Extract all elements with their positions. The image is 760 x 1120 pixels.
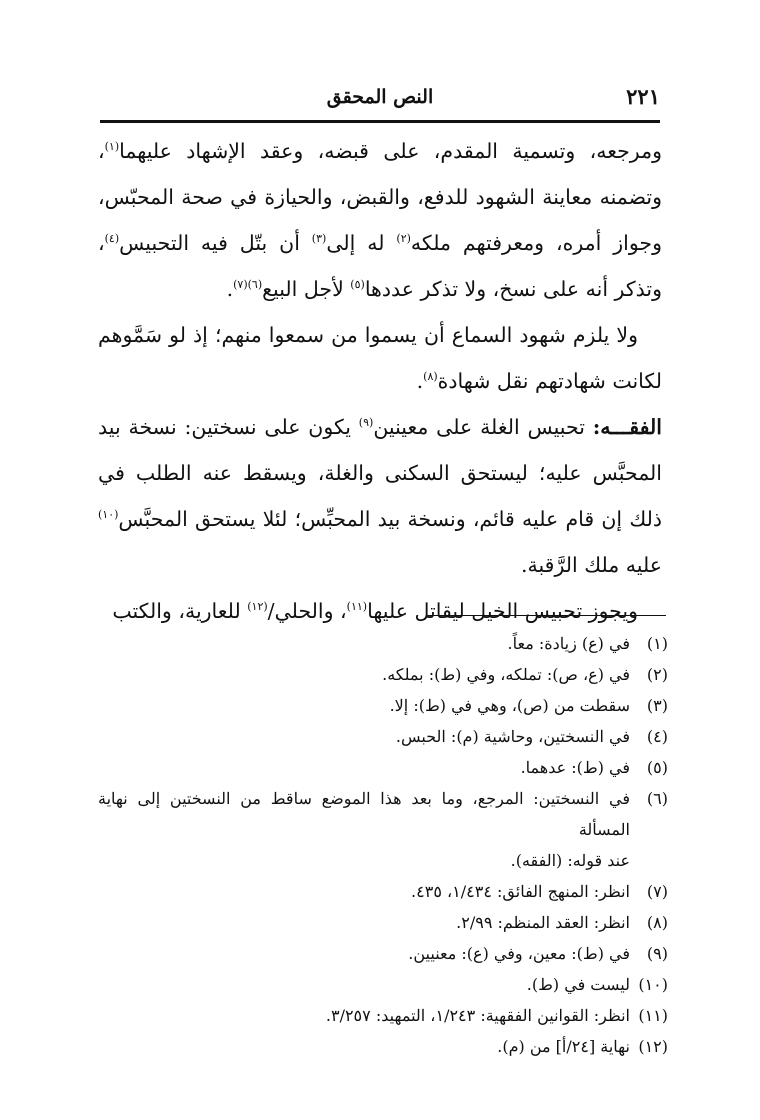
page-number: ٢٢١ — [626, 84, 660, 109]
footnote-number: (١٠) — [638, 975, 668, 994]
text-span: أن بتّل فيه التحبيس — [119, 231, 312, 255]
footnote-number: (٥) — [646, 758, 668, 777]
text-span: عليه ملك الرَّقبة. — [520, 553, 662, 577]
page-header — [100, 84, 660, 114]
footnote-item — [98, 721, 668, 752]
main-text — [98, 128, 662, 634]
footnote-ref-4[interactable]: (٤) — [104, 232, 120, 246]
footnote-number: (٨) — [646, 913, 668, 932]
text-span: . — [416, 369, 424, 393]
footnote-text: في (ط): معين، وفي (ع): معنيين. — [408, 944, 630, 963]
running-title: النص المحقق — [326, 86, 434, 108]
footnote-text: ليست في (ط). — [526, 975, 630, 994]
footnote-item — [98, 1000, 668, 1031]
footnote-item — [98, 783, 668, 845]
footnote-item — [98, 876, 668, 907]
text-span: ومرجعه، وتسمية المقدم، على قبضه، وعقد الإشهاد عليهما — [119, 139, 662, 163]
footnote-text: في (ط): عدهما. — [520, 758, 630, 777]
paragraph-1 — [98, 128, 662, 312]
footnote-ref-6-7[interactable]: (٦)(٧) — [233, 278, 263, 292]
footnote-item — [98, 628, 668, 659]
text-span: ، والحلي/ — [267, 599, 347, 623]
footnote-ref-3[interactable]: (٣) — [311, 232, 327, 246]
footnote-number: (٤) — [646, 727, 668, 746]
footnote-text: انظر: العقد المنظم: ٢/٩٩. — [456, 913, 630, 932]
footnote-number: (١١) — [638, 1006, 668, 1025]
text-span: ويجوز تحبيس الخيل ليقاتل عليها — [367, 599, 638, 623]
footnote-text: في (ع، ص): تملكه، وفي (ط): بملكه. — [382, 665, 630, 684]
footnote-number: (٧) — [646, 882, 668, 901]
footnote-item — [98, 752, 668, 783]
footnote-ref-9[interactable]: (٩) — [358, 416, 374, 430]
footnote-ref-8[interactable]: (٨) — [423, 370, 438, 384]
footnote-number: (١٢) — [638, 1037, 668, 1056]
footnote-item — [98, 690, 668, 721]
footnote-number: (٣) — [646, 696, 668, 715]
footnote-continuation: عند قوله: (الفقه). — [510, 851, 630, 870]
paragraph-3 — [98, 404, 662, 588]
header-rule — [100, 120, 660, 123]
footnote-ref-1[interactable]: (١) — [104, 140, 120, 154]
text-span: ولا يلزم شهود السماع أن يسموا من سمعوا منهم؛ إذ لو سَمَّوهم لكانت شهادتهم نقل شهادة — [98, 323, 662, 393]
text-span: يكون على نسختين: نسخة بيد المحبَّس عليه؛ ليستحق السكنى والغلة، ويسقط عنه الطلب في ذلك إن قام عليه قائم، ونسخة بيد المحبِّس؛ لئلا يستحق المحبَّس — [98, 415, 662, 531]
footnote-text: انظر: القوانين الفقهية: ١/٢٤٣، التمهيد: ٣/٢٥٧. — [325, 1006, 630, 1025]
footnote-item — [98, 969, 668, 1000]
footnote-text: سقطت من (ص)، وهي في (ط): إلا. — [389, 696, 630, 715]
footnote-text: انظر: المنهج الفائق: ١/٤٣٤، ٤٣٥. — [411, 882, 630, 901]
footnote-number: (٢) — [646, 665, 668, 684]
paragraph-2 — [98, 312, 662, 404]
footnote-ref-11[interactable]: (١١) — [346, 600, 368, 614]
text-span: ، وتذكر أنه على نسخ، ولا تذكر عددها — [98, 231, 662, 301]
text-span: للعارية، والكتب — [112, 599, 248, 623]
footnote-item — [98, 907, 668, 938]
footnote-number: (٦) — [646, 789, 668, 808]
footnote-number: (١) — [646, 634, 668, 653]
footnote-text: نهاية [٢٤/أ] من (م). — [497, 1037, 630, 1056]
footnote-text: في (ع) زيادة: معاً. — [507, 634, 630, 653]
text-span: لأجل البيع — [262, 277, 351, 301]
footnote-ref-2[interactable]: (٢) — [396, 232, 411, 246]
footnote-separator — [428, 615, 666, 616]
footnote-ref-12[interactable]: (١٢) — [247, 600, 268, 614]
footnote-ref-5[interactable]: (٥) — [350, 278, 365, 292]
footnotes — [98, 628, 668, 1062]
footnote-item — [98, 1031, 668, 1062]
footnote-number: (٩) — [646, 944, 668, 963]
footnote-text: في النسختين: المرجع، وما بعد هذا الموضع ساقط من النسختين إلى نهاية المسألة — [98, 789, 630, 839]
text-span: ، وتضمنه معاينة الشهود للدفع، والقبض، والحيازة في صحة المحبّس، وجواز أمره، ومعرفتهم ملكه — [98, 139, 662, 255]
text-span: تحبيس الغلة على معينين — [373, 415, 593, 439]
text-span: . — [226, 277, 234, 301]
footnote-item — [98, 938, 668, 969]
text-span: له إلى — [326, 231, 397, 255]
section-term: الفقـــه: — [592, 415, 662, 439]
footnote-ref-10[interactable]: (١٠) — [98, 508, 119, 522]
footnote-item — [98, 659, 668, 690]
footnote-text: في النسختين، وحاشية (م): الحبس. — [395, 727, 630, 746]
